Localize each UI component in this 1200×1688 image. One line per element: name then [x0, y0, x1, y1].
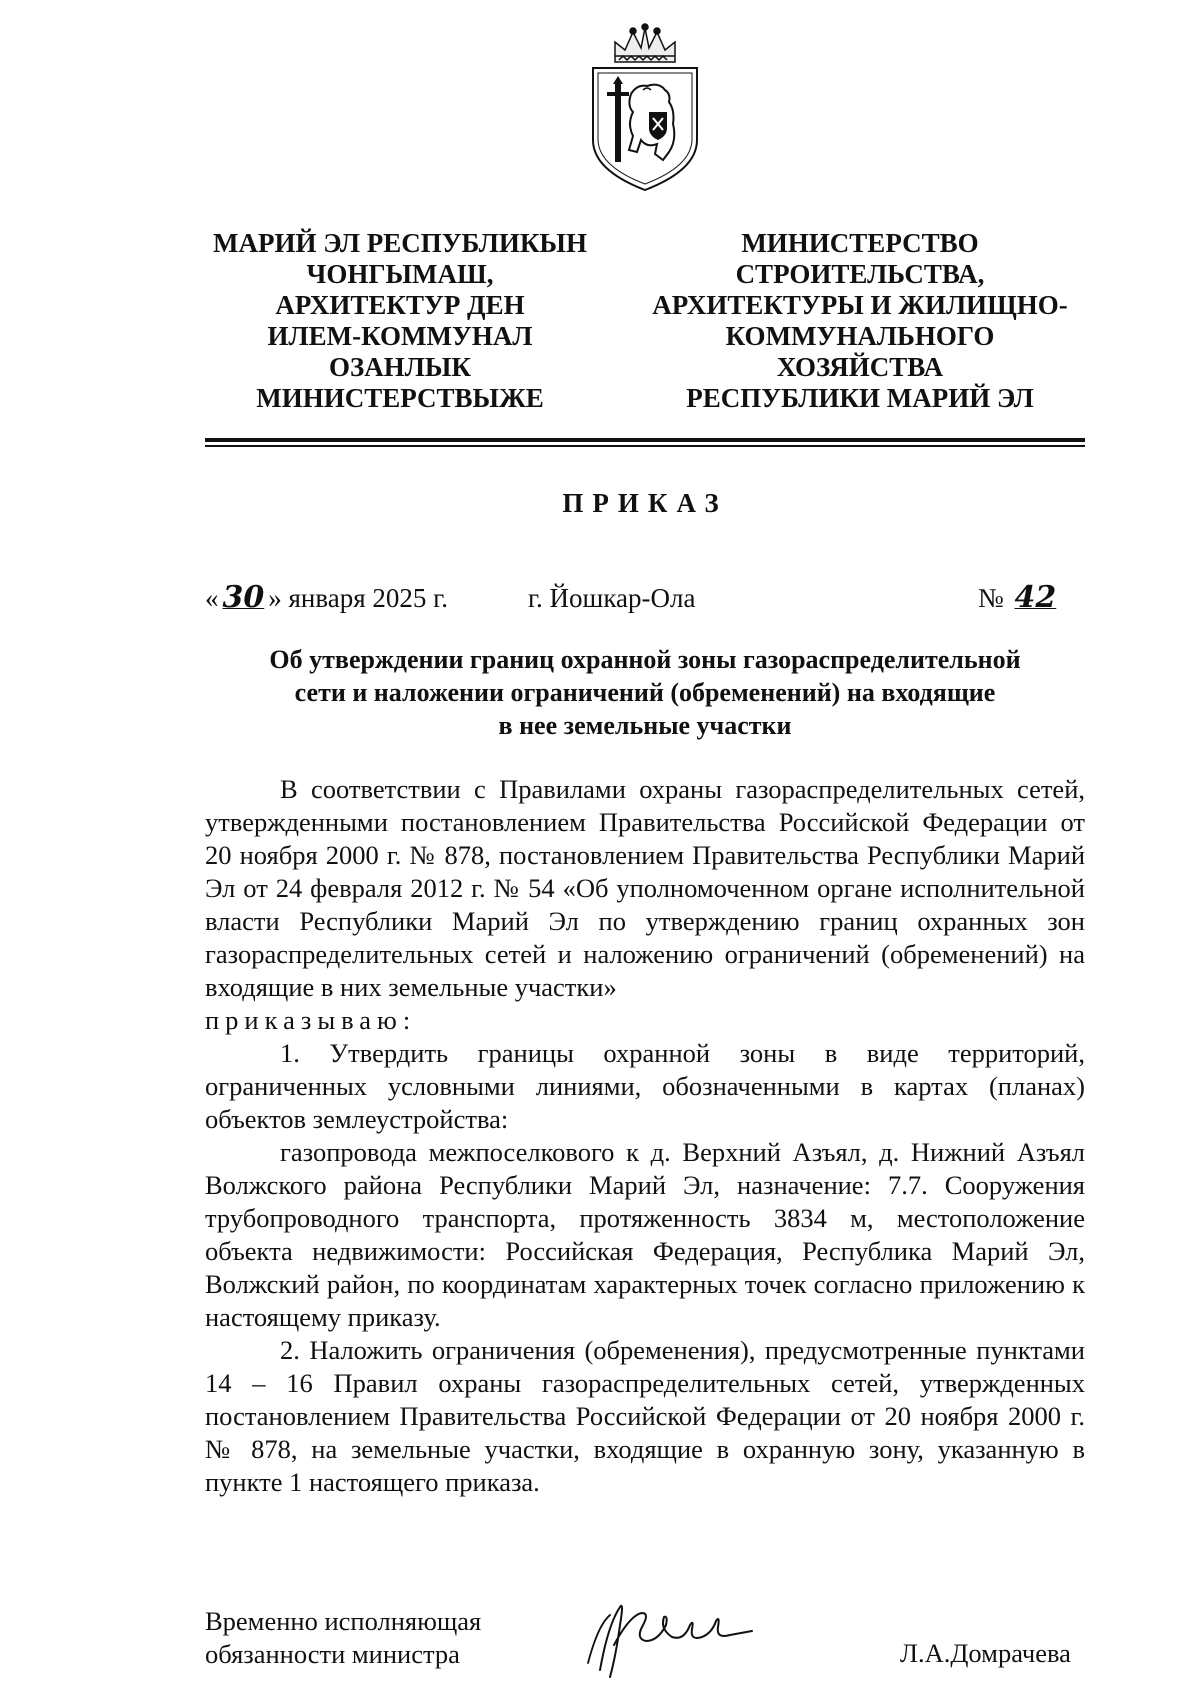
header-russian-line: МИНИСТЕРСТВО — [741, 228, 979, 258]
header-divider-thin — [205, 445, 1085, 447]
header-russian-line: ХОЗЯЙСТВА — [776, 352, 944, 382]
header-mari-line: МАРИЙ ЭЛ РЕСПУБЛИКЫН — [213, 228, 587, 258]
document-subject — [205, 643, 1085, 742]
subject-line: в нее земельные участки — [498, 711, 792, 740]
signer-position-line: Временно исполняющая — [205, 1606, 482, 1636]
body-item-2: 2. Наложить ограничения (обременения), предусмотренные пунктами 14 – 16 Правил охраны газораспределительных сетей, утвержденных постановлением Правительства Российской Федерации от 20 ноября 2000 г. № 878, на земельные участки, входящие в охранную зону, указанную в пункте 1 настоящего приказа. — [205, 1335, 1085, 1497]
subject-line: Об утверждении границ охранной зоны газораспределительной — [269, 645, 1021, 674]
header-russian-line: КОММУНАЛЬНОГО — [725, 321, 995, 351]
header-russian-line: РЕСПУБЛИКИ МАРИЙ ЭЛ — [686, 383, 1034, 413]
header-mari-line: ИЛЕМ-КОММУНАЛ — [267, 321, 533, 351]
signer-name: Л.А.Домрачева — [900, 1638, 1071, 1668]
header-russian-block — [640, 228, 1080, 414]
header-divider-thick — [205, 438, 1085, 442]
date-open-quote: « — [205, 583, 219, 613]
document-date — [205, 582, 448, 614]
signer-position-line: обязанности министра — [205, 1639, 460, 1669]
body-item-1: 1. Утвердить границы охранной зоны в виде территорий, ограниченных условными линиями, обозначенными в картах (планах) объектов землеустройства: — [205, 1038, 1085, 1134]
document-body — [205, 773, 1085, 1499]
subject-line: сети и наложении ограничений (обременений) на входящие — [294, 678, 996, 707]
number-label: № — [978, 583, 1004, 613]
date-day-handwritten: 30 — [222, 580, 265, 615]
header-mari-line: МИНИСТЕРСТВЫЖЕ — [256, 383, 544, 413]
header-mari-line: ЧОНГЫМАШ, — [306, 259, 494, 289]
body-intro-paragraph: В соответствии с Правилами охраны газораспределительных сетей, утвержденными постановлением Правительства Российской Федерации от 20 ноября 2000 г. № 878, постановлением Правительства Республики Марий Эл от 24 февраля 2012 г. № 54 «Об уполномоченном органе исполнительной власти Республики Марий Эл по утверждению границ охранных зон газораспределительных сетей и наложению ограничений (обременений) на входящие в них земельные участки» — [205, 774, 1085, 1002]
coat-of-arms-emblem — [585, 20, 705, 195]
document-city: г. Йошкар-Ола — [528, 583, 696, 613]
date-month-year: » января 2025 г. — [268, 583, 448, 613]
body-item-1-detail: газопровода межпоселкового к д. Верхний Азъял, д. Нижний Азъял Волжского района Республики Марий Эл, назначение: 7.7. Сооружения трубопроводного транспорта, протяженность 3834 м, местоположение объекта недвижимости: Российская Федерация, Республика Марий Эл, Волжский район, по координатам характерных точек согласно приложению к настоящему приказу. — [205, 1137, 1085, 1332]
number-value-handwritten: 42 — [1014, 580, 1057, 615]
handwritten-signature — [580, 1585, 760, 1685]
document-type-title: ПРИКАЗ — [562, 488, 728, 518]
header-mari-block — [190, 228, 610, 414]
header-russian-line: СТРОИТЕЛЬСТВА, — [735, 259, 985, 289]
header-mari-line: АРХИТЕКТУР ДЕН — [275, 290, 525, 320]
document-number — [978, 582, 1060, 614]
signer-position — [205, 1605, 481, 1671]
body-order-word: приказываю: — [205, 1005, 417, 1035]
header-russian-line: АРХИТЕКТУРЫ И ЖИЛИЩНО- — [652, 290, 1068, 320]
header-mari-line: ОЗАНЛЫК — [329, 352, 471, 382]
